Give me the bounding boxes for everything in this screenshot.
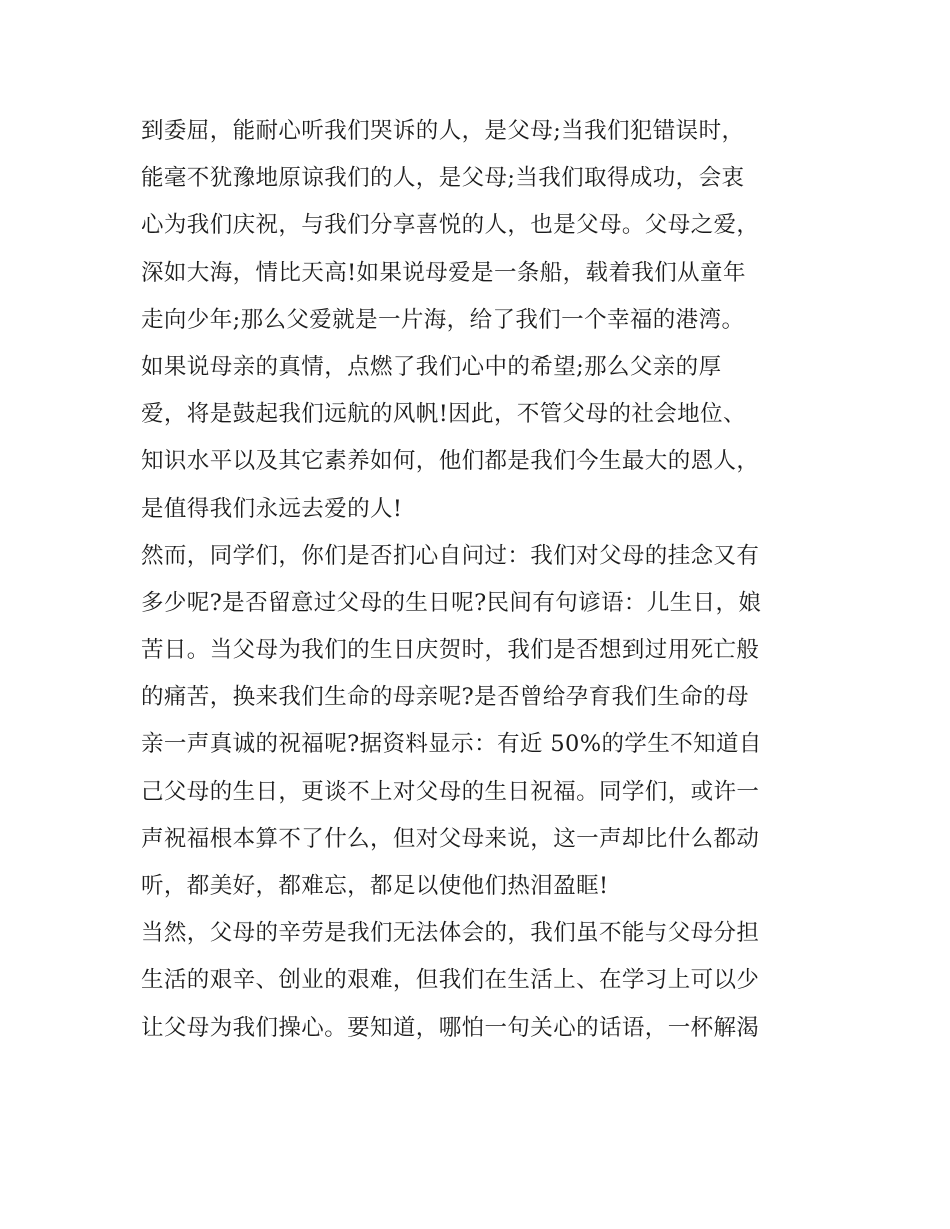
text-line: 爱，将是鼓起我们远航的风帆!因此，不管父母的社会地位、 xyxy=(141,401,746,428)
text-line: 生活的艰辛、创业的艰难，但我们在生活上、在学习上可以少 xyxy=(141,967,760,994)
text-line: 能毫不犹豫地原谅我们的人，是父母;当我们取得成功，会衷 xyxy=(141,165,745,192)
text-line: 己父母的生日，更谈不上对父母的生日祝福。同学们，或许一 xyxy=(141,778,760,805)
text-line: 知识水平以及其它素养如何，他们都是我们今生最大的恩人， xyxy=(141,448,760,475)
text-line: 走向少年;那么父爱就是一片海，给了我们一个幸福的港湾。 xyxy=(141,306,745,333)
text-line: 深如大海，情比天高!如果说母爱是一条船，载着我们从童年 xyxy=(141,259,746,286)
text-line: 声祝福根本算不了什么，但对父母来说，这一声却比什么都动 xyxy=(141,825,760,852)
text-line: 心为我们庆祝，与我们分享喜悦的人，也是父母。父母之爱， xyxy=(141,212,760,239)
text-line: 到委屈，能耐心听我们哭诉的人，是父母;当我们犯错误时， xyxy=(141,118,745,144)
text-line: 然而，同学们，你们是否扪心自问过：我们对父母的挂念又有 xyxy=(141,542,760,569)
text-line: 让父母为我们操心。要知道，哪怕一句关心的话语，一杯解渴 xyxy=(141,1014,760,1041)
text-line: 如果说母亲的真情，点燃了我们心中的希望;那么父亲的厚 xyxy=(141,353,722,380)
text-line: 是值得我们永远去爱的人! xyxy=(141,495,403,522)
text-line: 当然，父母的辛劳是我们无法体会的，我们虽不能与父母分担 xyxy=(141,920,760,947)
text-line: 亲一声真诚的祝福呢?据资料显示：有近 50%的学生不知道自 xyxy=(141,731,762,758)
text-line: 多少呢?是否留意过父母的生日呢?民间有句谚语：儿生日，娘 xyxy=(141,589,762,616)
body-text xyxy=(141,108,821,1052)
text-line: 苦日。当父母为我们的生日庆贺时，我们是否想到过用死亡般 xyxy=(141,637,760,664)
text-line: 的痛苦，换来我们生命的母亲呢?是否曾给孕育我们生命的母 xyxy=(141,684,749,711)
text-line: 听，都美好，都难忘，都足以使他们热泪盈眶! xyxy=(141,873,609,899)
